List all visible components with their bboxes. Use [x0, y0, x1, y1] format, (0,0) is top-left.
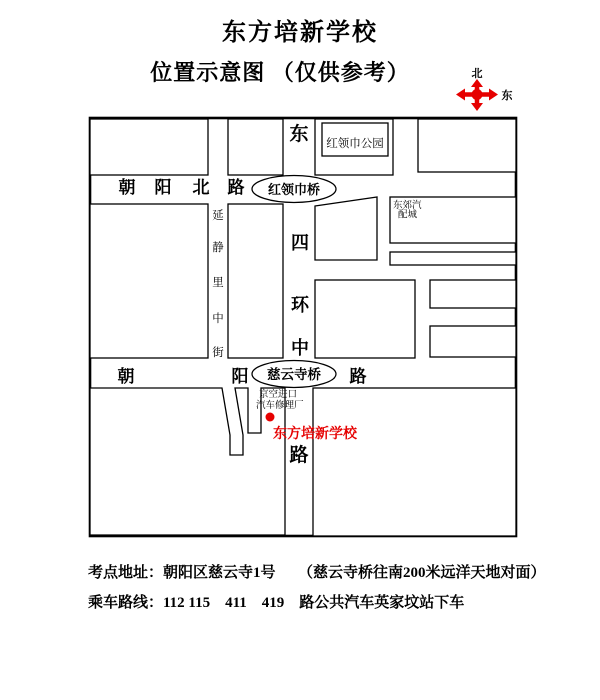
compass-south-arrow-icon	[471, 103, 483, 111]
block-top-middle	[228, 119, 283, 175]
chaoyang-north-road-label	[119, 177, 245, 197]
ciyunsi-bridge-label: 慈云寺桥	[267, 367, 321, 382]
block-bottom-right	[313, 388, 516, 536]
svg-text:路: 路	[227, 178, 245, 197]
exam-address-line: 考点地址：朝阳区慈云寺1号 （慈云寺桥往南200米远洋天地对面）	[88, 565, 546, 581]
svg-text:朝: 朝	[118, 178, 136, 197]
compass-west-arrow-icon	[456, 89, 465, 101]
honglingjin-park-label: 红领巾公园	[326, 138, 384, 150]
block-thin-strip	[390, 252, 516, 265]
svg-text:阳: 阳	[154, 178, 172, 197]
compass-north-arrow-icon	[471, 79, 483, 87]
compass-center	[472, 89, 483, 100]
svg-text:街: 街	[212, 347, 224, 359]
auto-parts-city-label-line1: 东郊汽	[393, 201, 422, 211]
auto-parts-city-label-line2: 配城	[398, 210, 418, 221]
bus-route-line: 乘车路线：112 115 411 419 路公共汽车英家坟站下车	[88, 595, 465, 611]
school-marker-dot	[266, 413, 275, 422]
block-top-left	[90, 119, 208, 175]
compass-north-label: 北	[471, 68, 483, 80]
svg-text:阳: 阳	[231, 367, 249, 386]
block-mid-right	[315, 280, 415, 358]
svg-text:环: 环	[291, 295, 309, 315]
svg-text:四: 四	[291, 233, 309, 253]
svg-text:里: 里	[212, 277, 224, 289]
svg-text:朝: 朝	[117, 367, 135, 386]
block-top-right	[418, 119, 516, 172]
honglingjin-bridge-label: 红领巾桥	[267, 182, 321, 197]
block-right-lower	[430, 326, 516, 357]
page-title: 东方培新学校	[222, 20, 378, 46]
compass-east-label: 东	[501, 90, 513, 102]
svg-text:路: 路	[289, 445, 309, 466]
east-4th-ring-middle-road-label	[289, 122, 310, 466]
school-name-label: 东方培新学校	[273, 427, 357, 442]
svg-text:延: 延	[212, 210, 224, 222]
block-right-upper	[430, 280, 516, 308]
block-below-honglingjin-bridge	[315, 197, 377, 260]
compass	[456, 67, 513, 111]
svg-text:中: 中	[212, 313, 224, 325]
yanjingli-middle-street-label	[212, 209, 224, 359]
svg-text:静: 静	[212, 242, 224, 254]
svg-text:北: 北	[192, 178, 210, 197]
svg-text:中: 中	[291, 338, 309, 358]
svg-text:东: 东	[289, 124, 309, 145]
compass-east-arrow-icon	[489, 89, 498, 101]
repair-factory-label-line2: 汽车修理厂	[256, 401, 304, 411]
svg-text:路: 路	[349, 367, 367, 386]
page-subtitle: 位置示意图 （仅供参考）	[150, 60, 410, 85]
block-mid-center	[228, 204, 283, 358]
repair-factory-label-line1: 京空进口	[259, 390, 298, 400]
block-mid-left	[90, 204, 208, 358]
